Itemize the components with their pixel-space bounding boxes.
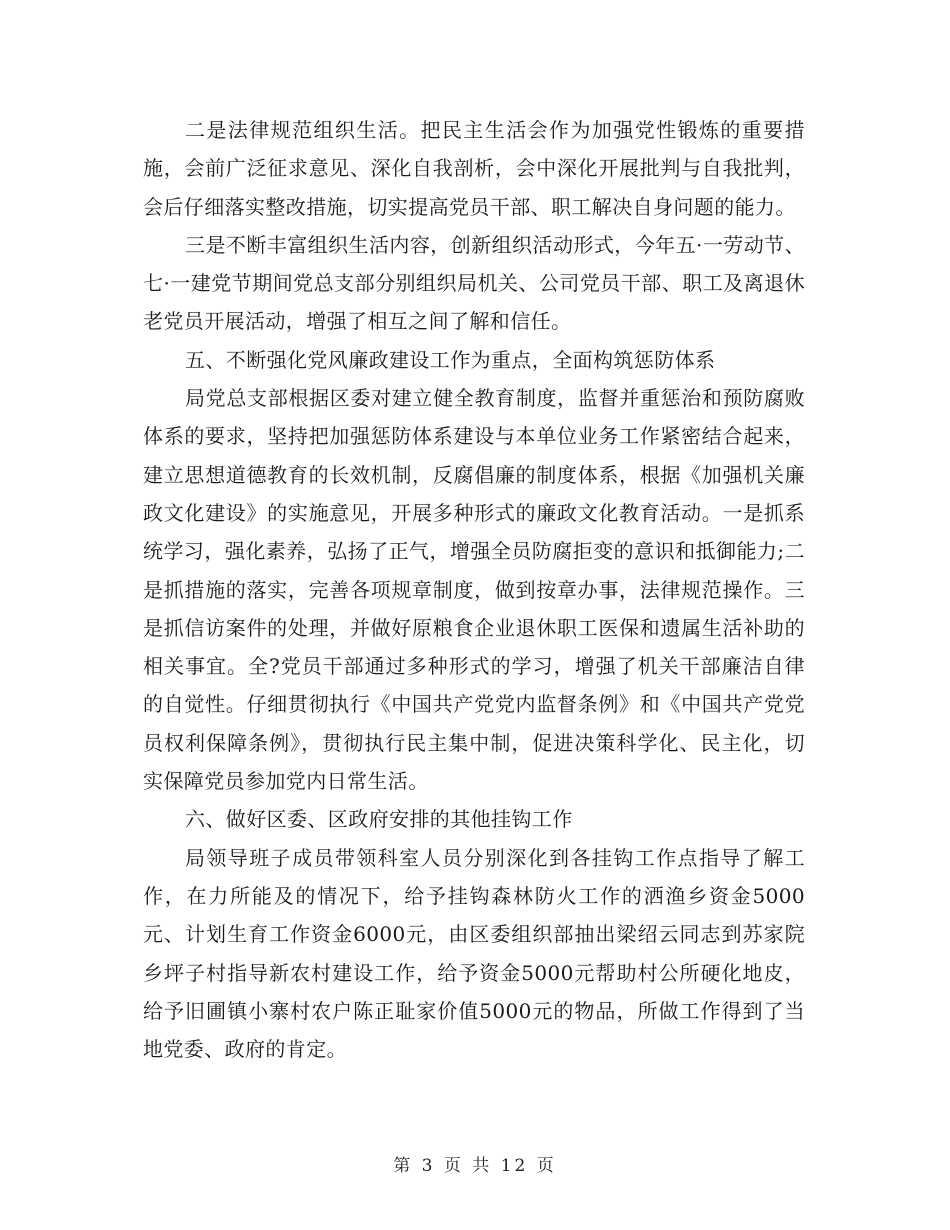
document-body xyxy=(143,111,805,1068)
paragraph-linkage-work: 局领导班子成员带领科室人员分别深化到各挂钩工作点指导了解工作，在力所能及的情况下，给予挂钩森林防火工作的洒渔乡资金5000元、计划生育工作资金6000元，由区委组织部抽出梁绍云同志到苏家院乡坪子村指导新农村建设工作，给予资金5000元帮助村公所硬化地皮，给予旧圃镇小寨村农户陈正耻家价值5000元的物品，所做工作得到了当地党委、政府的肯定。 xyxy=(143,845,805,1062)
page-number-footer: 第 3 页 共 12 页 xyxy=(393,1156,557,1176)
paragraph-organization-life: 二是法律规范组织生活。把民主生活会作为加强党性锻炼的重要措施，会前广泛征求意见、深化自我剖析，会中深化开展批判与自我批判，会后仔细落实整改措施，切实提高党员干部、职工解决自身问题的能力。 xyxy=(143,118,805,219)
paragraph-activities: 三是不断丰富组织生活内容，创新组织活动形式，今年五·一劳动节、七·一建党节期间党总支部分别组织局机关、公司党员干部、职工及离退休老党员开展活动，增强了相互之间了解和信任。 xyxy=(143,232,805,334)
section-heading-five: 五、不断强化党风廉政建设工作为重点，全面构筑惩防体系 xyxy=(185,347,716,372)
paragraph-anti-corruption: 局党总支部根据区委对建立健全教育制度，监督并重惩治和预防腐败体系的要求，坚持把加强惩防体系建设与本单位业务工作紧密结合起来，建立思想道德教育的长效机制，反腐倡廉的制度体系，根据《加强机关廉政文化建设》的实施意见，开展多种形式的廉政文化教育活动。一是抓系统学习，强化素养，弘扬了正气，增强全员防腐拒变的意识和抵御能力;二是抓措施的落实，完善各项规章制度，做到按章办事，法律规范操作。三是抓信访案件的处理，并做好原粮食企业退休职工医保和遗属生活补助的相关事宜。全?党员干部通过多种形式的学习，增强了机关干部廉洁自律的自觉性。仔细贯彻执行《中国共产党党内监督条例》和《中国共产党党员权利保障条例》，贯彻执行民主集中制，促进决策科学化、民主化，切实保障党员参加党内日常生活。 xyxy=(143,386,805,794)
section-heading-six: 六、做好区委、区政府安排的其他挂钩工作 xyxy=(185,807,573,832)
